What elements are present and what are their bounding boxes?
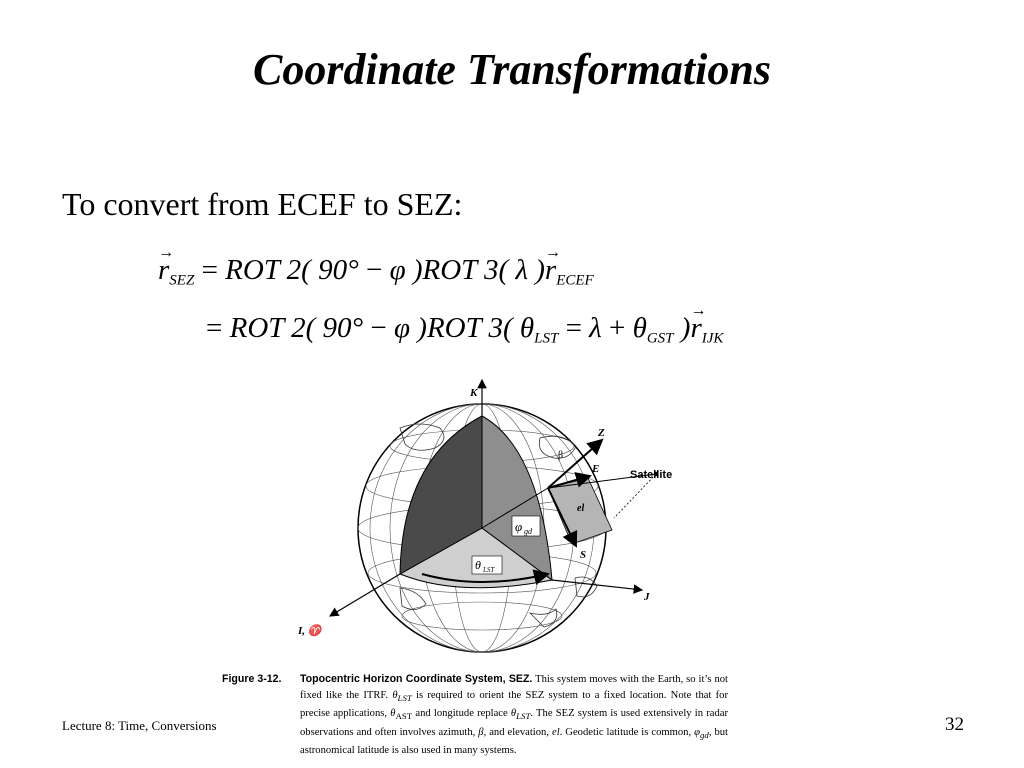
eq2-theta-gst: θ — [632, 312, 647, 344]
theta-lst-label: θ — [475, 558, 481, 572]
figure-caption — [222, 672, 728, 759]
subscript-sez: SEZ — [169, 272, 195, 289]
figure-text-f: . Geodetic latitude is common, — [559, 726, 695, 738]
beta-label: β — [558, 450, 564, 461]
eq1-rot3: )ROT 3( — [405, 254, 516, 286]
figure-sub-lst: LST — [397, 692, 412, 703]
intro-text: To convert from ECEF to SEZ: — [62, 186, 463, 222]
satellite-label: Satellite — [630, 469, 673, 481]
eq1-lambda: λ — [515, 254, 528, 286]
k-axis-label: K — [470, 387, 478, 399]
page-number: 32 — [945, 714, 964, 735]
subscript-ijk: IJK — [701, 330, 724, 347]
r-sez-vector: → r — [158, 254, 169, 287]
eq2-rot3: )ROT 3( — [410, 312, 520, 344]
figure-theta-ast: θ — [390, 708, 396, 720]
figure-lead: Topocentric Horizon Coordinate System, SEZ. — [300, 673, 533, 685]
figure-text-e: , and elevation, — [483, 726, 552, 738]
eq1-ninety: 90° — [318, 254, 359, 286]
eq2-lambda: λ — [589, 312, 602, 344]
e-axis-label: E — [592, 463, 600, 475]
figure-text-d: . The SEZ system is used extensively in radar observations and often involves azimuth, — [300, 708, 728, 738]
figure-text-c: and longitude replace — [412, 708, 511, 720]
eq2-rot2: ROT 2( — [229, 312, 323, 344]
theta-lst-sub: LST — [483, 566, 495, 574]
figure-el: el — [552, 726, 560, 738]
eq1-equals: = — [194, 254, 226, 286]
figure-theta-lst: θ — [392, 689, 398, 701]
el-label: el — [577, 503, 585, 514]
footer-lecture: Lecture 8: Time, Conversions — [62, 718, 217, 733]
figure-sub-lst-2: LST — [516, 711, 531, 722]
figure-theta-lst-2: θ — [510, 708, 517, 720]
eq2-plus: + — [601, 312, 633, 344]
figure-phi: φ — [694, 726, 700, 738]
eq2-phi: φ — [394, 312, 411, 344]
eq2-equals: = — [206, 312, 230, 344]
figure-number: Figure 3-12. — [222, 673, 282, 685]
r-ijk-vector: → r — [690, 312, 701, 345]
subscript-ecef: ECEF — [556, 272, 594, 289]
j-axis-label: J — [644, 591, 650, 603]
figure-text-g: , but astronomical latitude is also used in many systems. — [300, 726, 728, 757]
i-axis-label: I, ♈ — [298, 625, 322, 637]
equation-line-1 — [158, 254, 594, 289]
equation-line-2 — [206, 312, 723, 347]
eq1-rot2: ROT 2( — [225, 254, 319, 286]
slide-title: Coordinate Transformations — [253, 45, 771, 94]
eq2-minus: − — [363, 312, 394, 344]
figure-sub-gd: gd — [699, 729, 709, 740]
eq2-theta-lst: θ — [519, 312, 535, 344]
eq2-close: ) — [673, 312, 691, 344]
figure-beta: β — [478, 726, 484, 738]
eq2-equals-inner: = — [558, 312, 590, 344]
figure-text-b: is required to orient the SEZ system to a fixed location. Note that for precise applications, — [300, 689, 728, 720]
eq1-minus: − — [358, 254, 390, 286]
z-axis-label: Z — [598, 427, 605, 439]
phi-gd-sub: gd — [524, 527, 532, 536]
eq1-phi: φ — [389, 254, 406, 286]
phi-gd-label: φ — [515, 519, 523, 534]
subscript-gst: GST — [646, 330, 674, 347]
figure-body — [300, 672, 728, 759]
s-axis-label: S — [580, 549, 587, 561]
figure-text-a: This system moves with the Earth, so it’s not fixed like the ITRF. — [300, 674, 728, 701]
sez-globe-diagram — [290, 368, 710, 660]
eq1-close: ) — [528, 254, 545, 286]
eq2-ninety: 90° — [322, 312, 364, 344]
r-ecef-vector: → r — [545, 254, 556, 287]
figure-sub-ast: AST — [395, 711, 413, 722]
subscript-lst: LST — [534, 330, 559, 347]
